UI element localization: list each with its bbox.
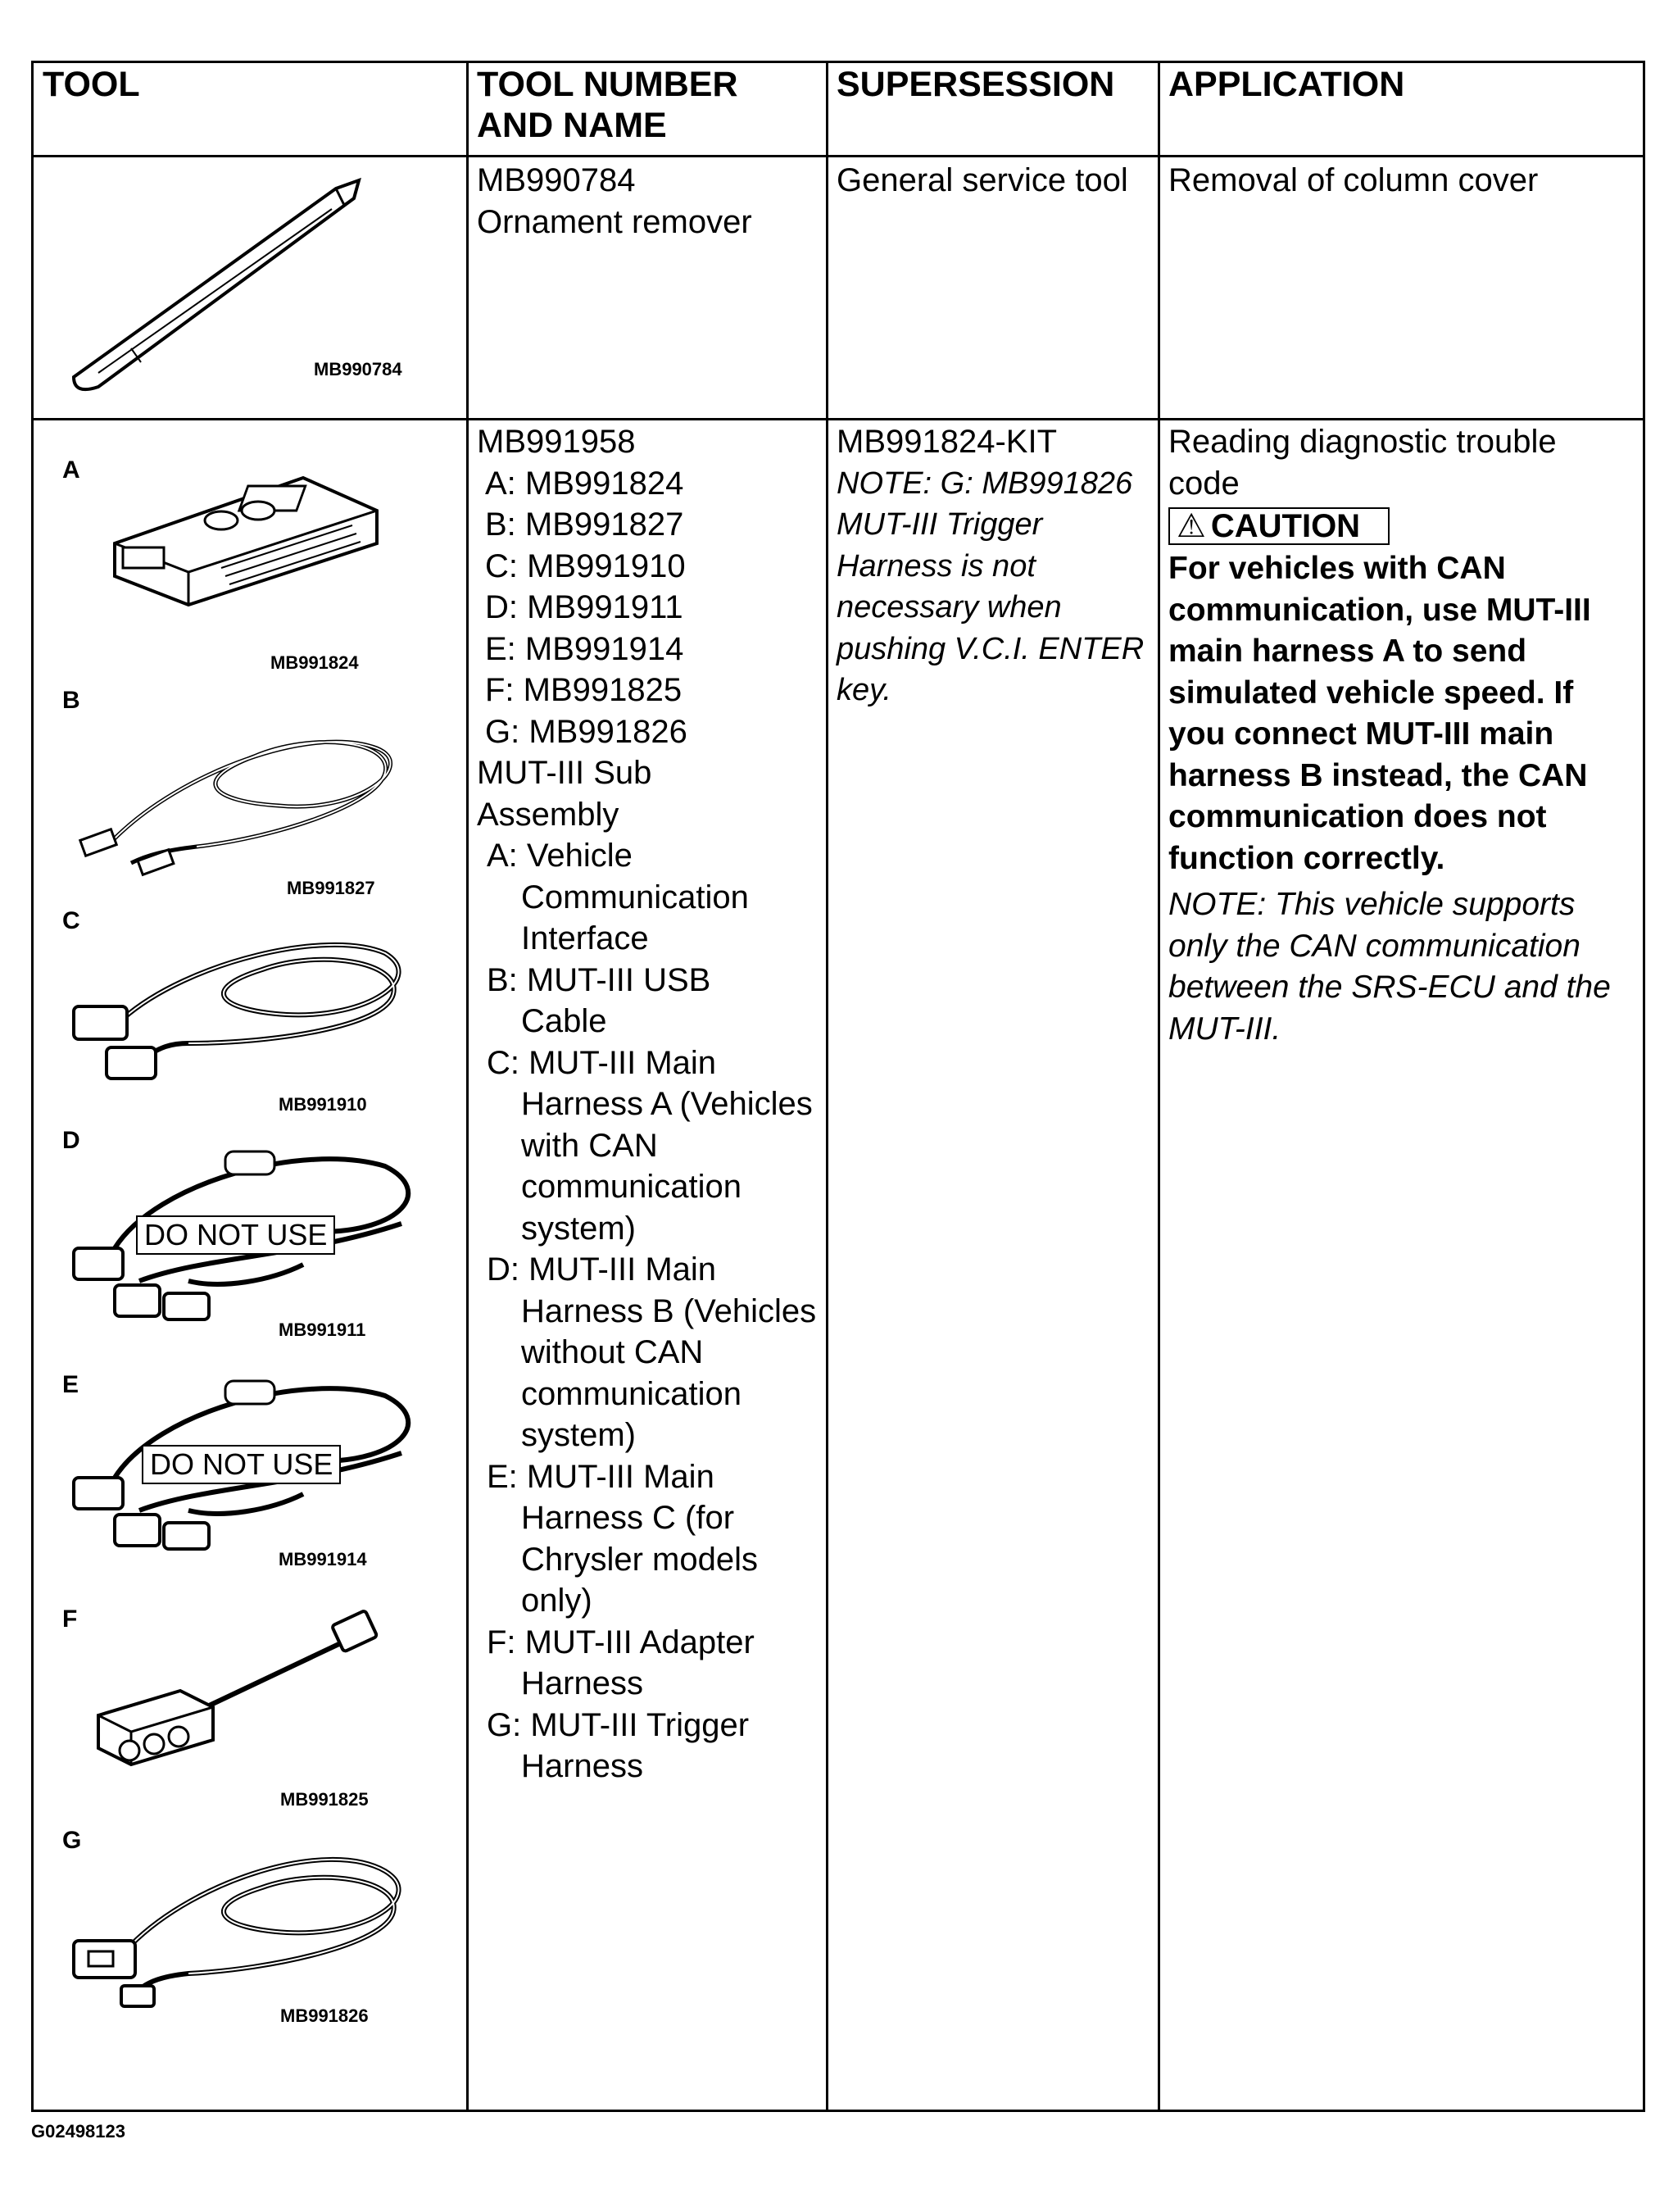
trigger-harness-image — [57, 1830, 418, 2019]
supersession-kit: MB991824-KIT — [837, 424, 1058, 460]
row1-supersession: General service tool — [837, 162, 1128, 198]
main-harness-a-image — [57, 912, 418, 1092]
warning-triangle-icon: ⚠ — [1177, 508, 1206, 544]
column-divider-1 — [466, 61, 469, 2112]
tool-letter-g: G — [62, 1827, 82, 1854]
table-border-right — [1643, 61, 1645, 2112]
part-label-mb991825: MB991825 — [280, 1789, 369, 1810]
part-label-mb991827: MB991827 — [287, 878, 375, 898]
assembly-item-a: A: Vehicle Communication Interface — [487, 838, 749, 956]
assembly-item-b: B: MUT-III USB Cable — [487, 961, 711, 1039]
part-label-mb991824: MB991824 — [270, 652, 359, 673]
do-not-use-stamp-e: DO NOT USE — [142, 1445, 341, 1484]
part-label-mb991910: MB991910 — [279, 1094, 367, 1115]
tool-name-ornament-remover: Ornament remover — [477, 203, 752, 240]
caution-box — [1168, 507, 1390, 545]
kit-item-f: F: MB991825 — [485, 672, 683, 708]
assembly-item-g: G: MUT-III Trigger Harness — [487, 1706, 750, 1784]
table-border-bottom — [31, 2110, 1645, 2112]
part-label-mb991911: MB991911 — [279, 1319, 366, 1340]
usb-cable-image — [66, 691, 410, 879]
row2-supersession — [837, 421, 1152, 711]
assembly-item-c: C: MUT-III Main Harness A (Vehicles with CAN communication system) — [487, 1044, 813, 1247]
caution-label: CAUTION — [1210, 508, 1361, 544]
figure-id: G02498123 — [31, 2121, 125, 2142]
caution-text: For vehicles with CAN communication, use MUT-III main harness A to send simulated vehicle speed. If you connect MUT-III main harness B instead, the CAN communication does not function correctly. — [1168, 551, 1591, 876]
row-divider-header — [31, 155, 1645, 157]
header-tool-number: TOOL NUMBER AND NAME — [477, 65, 738, 145]
tool-number-mb990784: MB990784 — [477, 162, 636, 198]
supersession-note: NOTE: G: MB991826 MUT-III Trigger Harness is not necessary when pushing V.C.I. ENTER key. — [837, 466, 1145, 707]
assembly-name: MUT-III Sub Assembly — [477, 755, 652, 833]
tool-number-mb991958: MB991958 — [477, 424, 636, 460]
ornament-remover-illustration — [49, 172, 442, 402]
tool-letter-d: D — [62, 1127, 80, 1154]
vehicle-communication-interface-image — [98, 470, 393, 609]
header-supersession: SUPERSESSION — [837, 65, 1115, 104]
tool-letter-f: F — [62, 1606, 78, 1633]
kit-item-a: A: MB991824 — [485, 465, 684, 502]
part-label-mb991826: MB991826 — [280, 2005, 369, 2026]
tool-letter-b: B — [62, 687, 80, 714]
assembly-item-e: E: MUT-III Main Harness C (for Chrysler models only) — [487, 1458, 758, 1619]
column-divider-3 — [1158, 61, 1160, 2112]
do-not-use-stamp-d: DO NOT USE — [136, 1215, 335, 1255]
part-label-mb990784: MB990784 — [314, 359, 402, 379]
header-application: APPLICATION — [1168, 65, 1405, 104]
kit-item-c: C: MB991910 — [485, 547, 686, 584]
header-tool: TOOL — [43, 65, 140, 104]
tool-illustrations-column — [33, 420, 466, 2109]
assembly-item-f: F: MUT-III Adapter Harness — [487, 1624, 755, 1701]
row2-application — [1168, 421, 1635, 1050]
application-note: NOTE: This vehicle supports only the CAN communication between the SRS-ECU and the MUT-III. — [1168, 887, 1611, 1047]
row1-tool-number — [477, 160, 821, 243]
kit-item-g: G: MB991826 — [485, 713, 687, 750]
adapter-harness-image — [82, 1601, 410, 1789]
tool-letter-a: A — [62, 456, 80, 484]
application-text: Reading diagnostic trouble code — [1168, 424, 1557, 502]
part-label-mb991914: MB991914 — [279, 1549, 367, 1569]
row1-application: Removal of column cover — [1168, 162, 1539, 198]
row2-tool-number — [477, 421, 821, 1787]
tool-letter-e: E — [62, 1371, 79, 1398]
kit-item-e: E: MB991914 — [485, 630, 684, 667]
assembly-item-d: D: MUT-III Main Harness B (Vehicles without CAN communication system) — [487, 1251, 817, 1453]
kit-item-b: B: MB991827 — [485, 506, 684, 543]
table-border-top — [31, 61, 1645, 63]
kit-item-d: D: MB991911 — [485, 589, 683, 625]
tool-letter-c: C — [62, 907, 80, 934]
